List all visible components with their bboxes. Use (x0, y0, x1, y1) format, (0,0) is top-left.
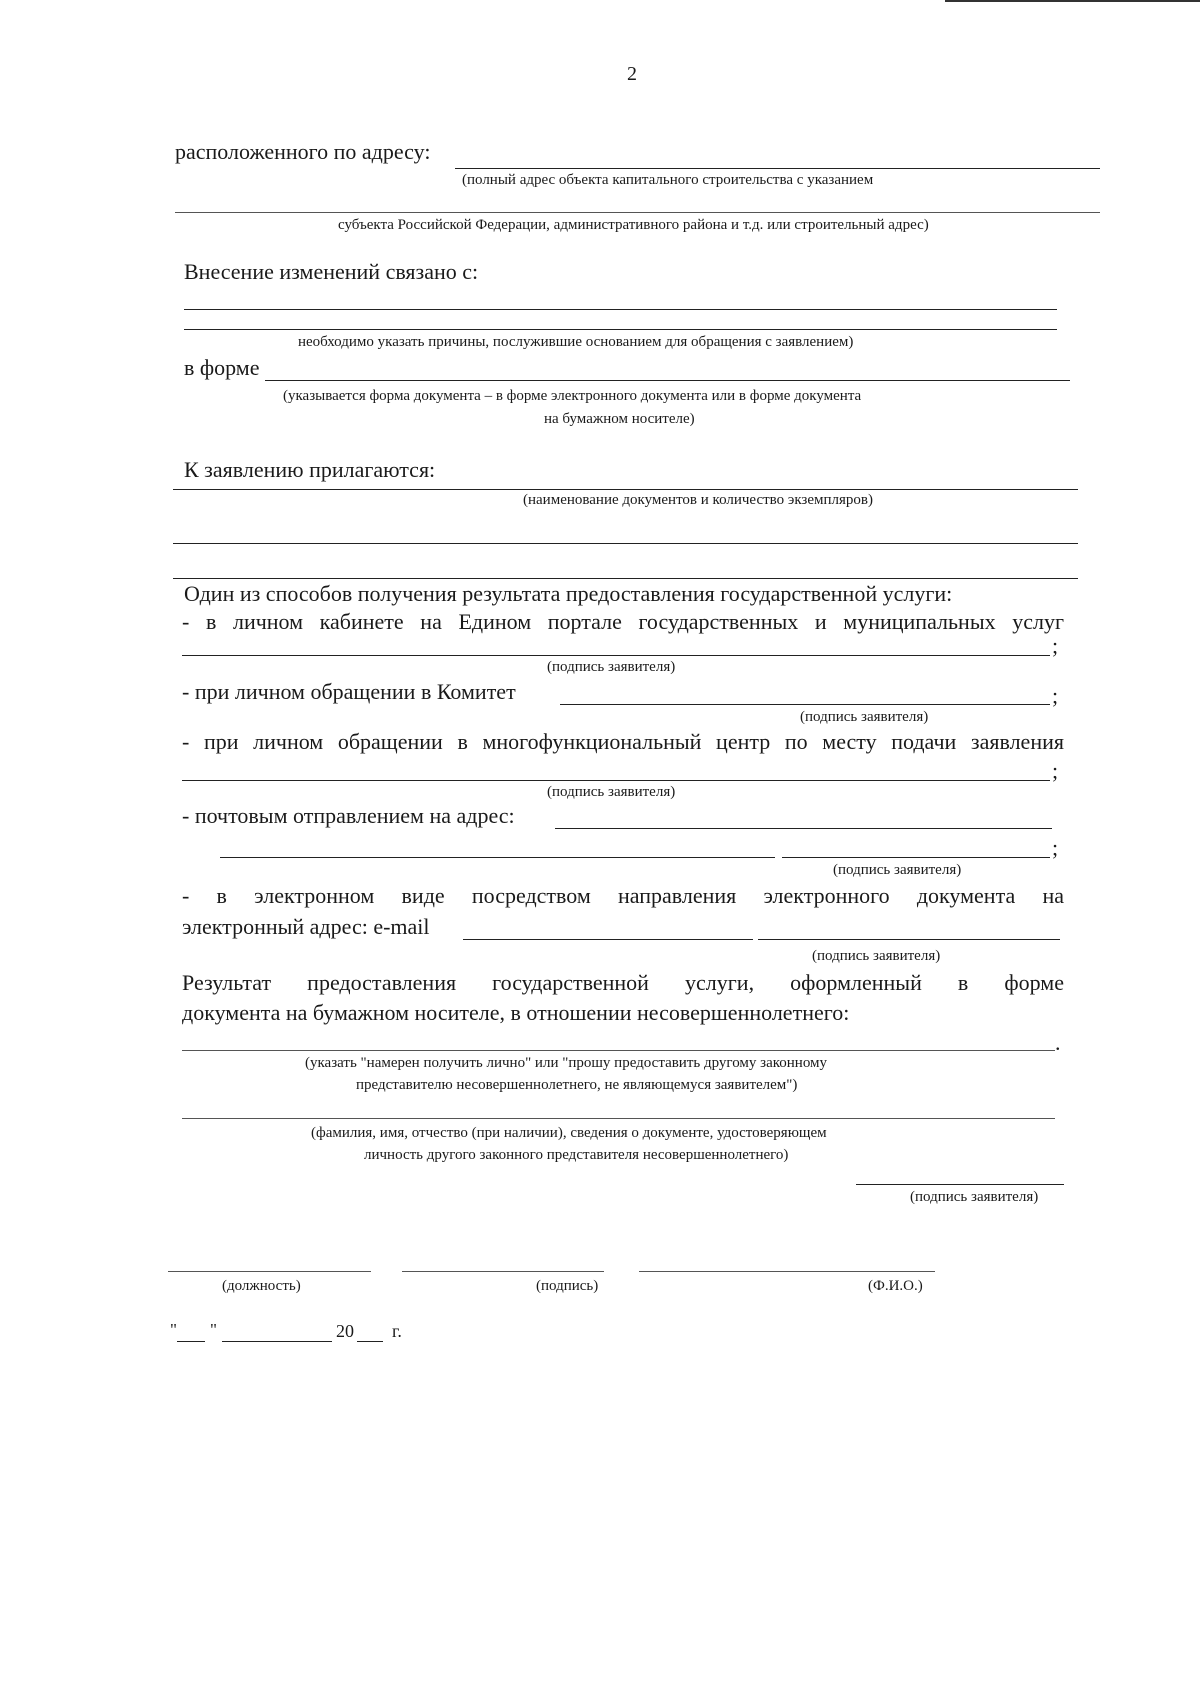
fio-line (639, 1271, 935, 1272)
changes-line-1 (184, 309, 1057, 310)
form-caption-2: на бумажном носителе) (544, 411, 695, 427)
date-day-line (177, 1341, 205, 1342)
date-month-line (222, 1341, 332, 1342)
result-caption-3: (фамилия, имя, отчество (при наличии), сведения о документе, удостоверяющем (311, 1125, 827, 1141)
method-post-semicolon: ; (1052, 835, 1059, 860)
result-representative-line (182, 1118, 1055, 1119)
changes-line-2 (184, 329, 1057, 330)
result-choice-period: . (1055, 1030, 1061, 1055)
method-committee: - при личном обращении в Комитет (182, 679, 516, 704)
result-choice-line (182, 1050, 1055, 1051)
method-portal-line (182, 655, 1050, 656)
method-committee-semicolon: ; (1052, 683, 1059, 708)
attachments-line-3 (173, 578, 1078, 579)
method-mfc: - при личном обращении в многофункциональный центр по месту подачи заявления (182, 729, 1064, 754)
method-mfc-signature-caption: (подпись заявителя) (547, 784, 676, 800)
method-committee-line (560, 704, 1050, 705)
address-label: расположенного по адресу: (175, 139, 431, 164)
method-email-line-2 (758, 939, 1060, 940)
result-line-2: документа на бумажном носителе, в отношении несовершеннолетнего: (182, 1000, 850, 1025)
attachments-caption: (наименование документов и количество экземпляров) (523, 492, 873, 508)
method-post-line-1 (555, 828, 1052, 829)
method-committee-signature-caption: (подпись заявителя) (800, 709, 929, 725)
date-quote-open: " (170, 1320, 177, 1339)
method-post: - почтовым отправлением на адрес: (182, 803, 515, 828)
method-mfc-semicolon: ; (1052, 758, 1059, 783)
scan-corner-mark (945, 0, 1200, 2)
method-email-line-1 (463, 939, 753, 940)
result-signature-line (856, 1184, 1064, 1185)
form-caption-1: (указывается форма документа – в форме электронного документа или в форме документа (283, 388, 862, 404)
position-caption: (должность) (222, 1278, 301, 1294)
form-label: в форме (184, 355, 260, 380)
method-portal-signature-caption: (подпись заявителя) (547, 659, 676, 675)
date-suffix: г. (392, 1321, 402, 1341)
attachments-line-1 (173, 489, 1078, 490)
date-quote-close: " (210, 1320, 217, 1339)
attachments-line-2 (173, 543, 1078, 544)
changes-caption: необходимо указать причины, послужившие основанием для обращения с заявлением) (298, 334, 854, 350)
address-caption-2: субъекта Российской Федерации, административного района и т.д. или строительный адрес) (338, 217, 929, 233)
methods-title: Один из способов получения результата предоставления государственной услуги: (184, 581, 953, 606)
result-caption-2: представителю несовершеннолетнего, не являющемуся заявителем") (356, 1077, 798, 1093)
date-year: 20 (336, 1321, 354, 1341)
fio-caption: (Ф.И.О.) (868, 1278, 923, 1294)
method-mfc-line (182, 780, 1050, 781)
address-line-2 (175, 212, 1100, 213)
form-line (265, 380, 1070, 381)
method-portal: - в личном кабинете на Едином портале государственных и муниципальных услуг (182, 609, 1064, 634)
address-caption-1: (полный адрес объекта капитального строительства с указанием (462, 172, 874, 188)
method-post-line-2b (782, 857, 1050, 858)
result-caption-4: личность другого законного представителя несовершеннолетнего) (364, 1147, 789, 1163)
method-portal-semicolon: ; (1052, 633, 1059, 658)
method-electronic-signature-caption: (подпись заявителя) (812, 948, 941, 964)
result-caption-1: (указать "намерен получить лично" или "прошу предоставить другому законному (305, 1055, 828, 1071)
position-line (168, 1271, 371, 1272)
signature-caption: (подпись) (536, 1278, 599, 1294)
result-signature-caption: (подпись заявителя) (910, 1189, 1039, 1205)
method-electronic-1: - в электронном виде посредством направления электронного документа на (182, 883, 1064, 908)
changes-label: Внесение изменений связано с: (184, 259, 479, 284)
signature-line (402, 1271, 604, 1272)
attachments-label: К заявлению прилагаются: (184, 457, 436, 482)
result-line-1: Результат предоставления государственной услуги, оформленный в форме (182, 970, 1064, 995)
page-number: 2 (627, 63, 637, 85)
method-post-line-2a (220, 857, 775, 858)
method-electronic-2: электронный адрес: e-mail (182, 914, 430, 939)
method-post-signature-caption: (подпись заявителя) (833, 862, 962, 878)
date-year-line (357, 1341, 383, 1342)
address-line (455, 168, 1100, 169)
